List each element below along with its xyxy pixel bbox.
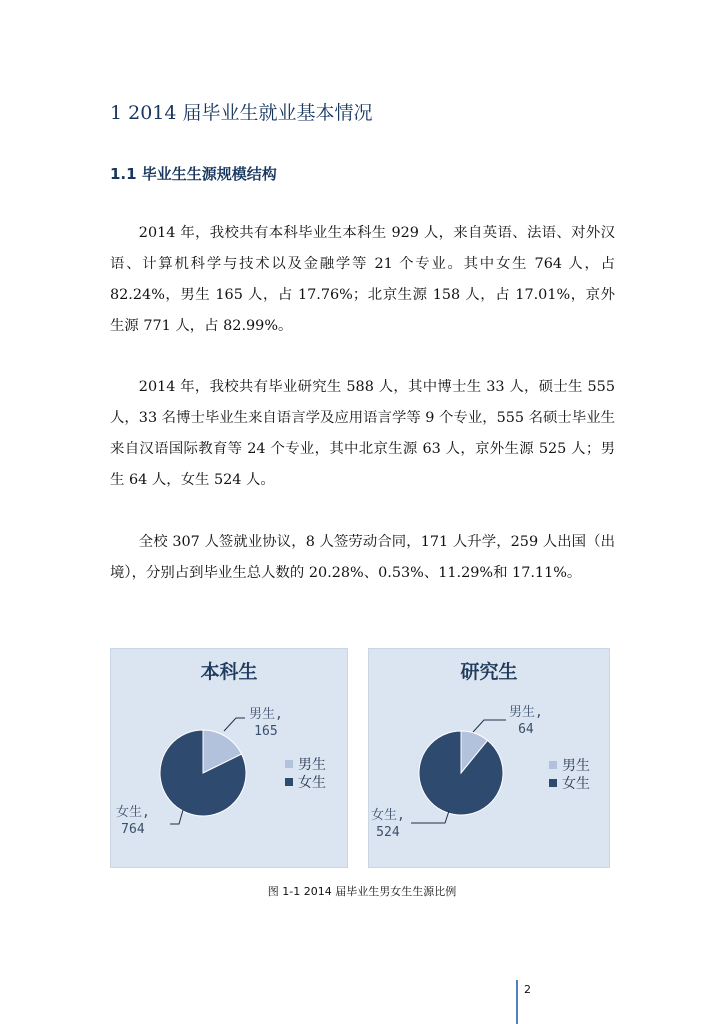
leader-line-male [473, 720, 506, 732]
page-number-bar [516, 980, 518, 1024]
legend-swatch-female [549, 779, 557, 787]
figure-caption: 图 1-1 2014 届毕业生男女生生源比例 [267, 885, 457, 898]
data-label-male-name: 男生, [509, 705, 543, 720]
leader-line-female [170, 810, 183, 824]
legend-item-female: 女生 [549, 774, 590, 792]
legend-swatch-female [285, 778, 293, 786]
pie-slice-female [419, 731, 503, 815]
data-label-male-name: 男生, [249, 707, 283, 722]
data-label-female [116, 804, 150, 838]
pie-chart-undergrad [110, 648, 348, 868]
data-label-female-name: 女生, [116, 805, 150, 820]
leader-line-male [224, 718, 245, 731]
paragraph-graduate: 2014 年，我校共有毕业研究生 588 人，其中博士生 33 人，硕士生 555 人，33 名博士毕业生来自语言学及应用语言学等 9 个专业，555 名硕士毕业生来自汉语国际教育等 24 个专业，其中北京生源 63 人，京外生源 525 人；男生 64 人，女生 524 人。 [110, 379, 615, 488]
page-number: 2 [524, 983, 531, 996]
paragraph-undergrad: 2014 年，我校共有本科毕业生本科生 929 人，来自英语、法语、对外汉语、计算机科学与技术以及金融学等 21 个专业。其中女生 764 人，占 82.24%，男生 165 人，占 17.76%；北京生源 158 人，占 17.01%，京外生源 771 人，占 82.99%。 [110, 225, 615, 334]
data-label-male-value: 64 [518, 722, 534, 737]
chart-legend [549, 756, 590, 792]
legend-swatch-male [549, 761, 557, 769]
legend-item-male: 男生 [549, 756, 590, 774]
data-label-male [509, 704, 543, 738]
legend-item-male: 男生 [285, 755, 326, 773]
paragraph-employment: 全校 307 人签就业协议，8 人签劳动合同，171 人升学，259 人出国（出境），分别占到毕业生总人数的 20.28%、0.53%、11.29%和 17.11%。 [110, 534, 615, 581]
data-label-male-value: 165 [254, 724, 278, 739]
data-label-female-value: 524 [376, 825, 400, 840]
pie-chart-graduate [368, 648, 610, 868]
data-label-female-name: 女生, [371, 808, 405, 823]
legend-swatch-male [285, 760, 293, 768]
subsection-heading: 1.1 毕业生生源规模结构 [110, 165, 277, 183]
section-heading: 1 2014 届毕业生就业基本情况 [110, 102, 373, 124]
data-label-female [371, 807, 405, 841]
leader-line-female [411, 811, 449, 823]
data-label-female-value: 764 [121, 822, 145, 837]
chart-legend [285, 755, 326, 791]
data-label-male [249, 706, 283, 740]
legend-item-female: 女生 [285, 773, 326, 791]
chart-title: 本科生 [200, 661, 258, 683]
chart-title: 研究生 [460, 661, 518, 683]
